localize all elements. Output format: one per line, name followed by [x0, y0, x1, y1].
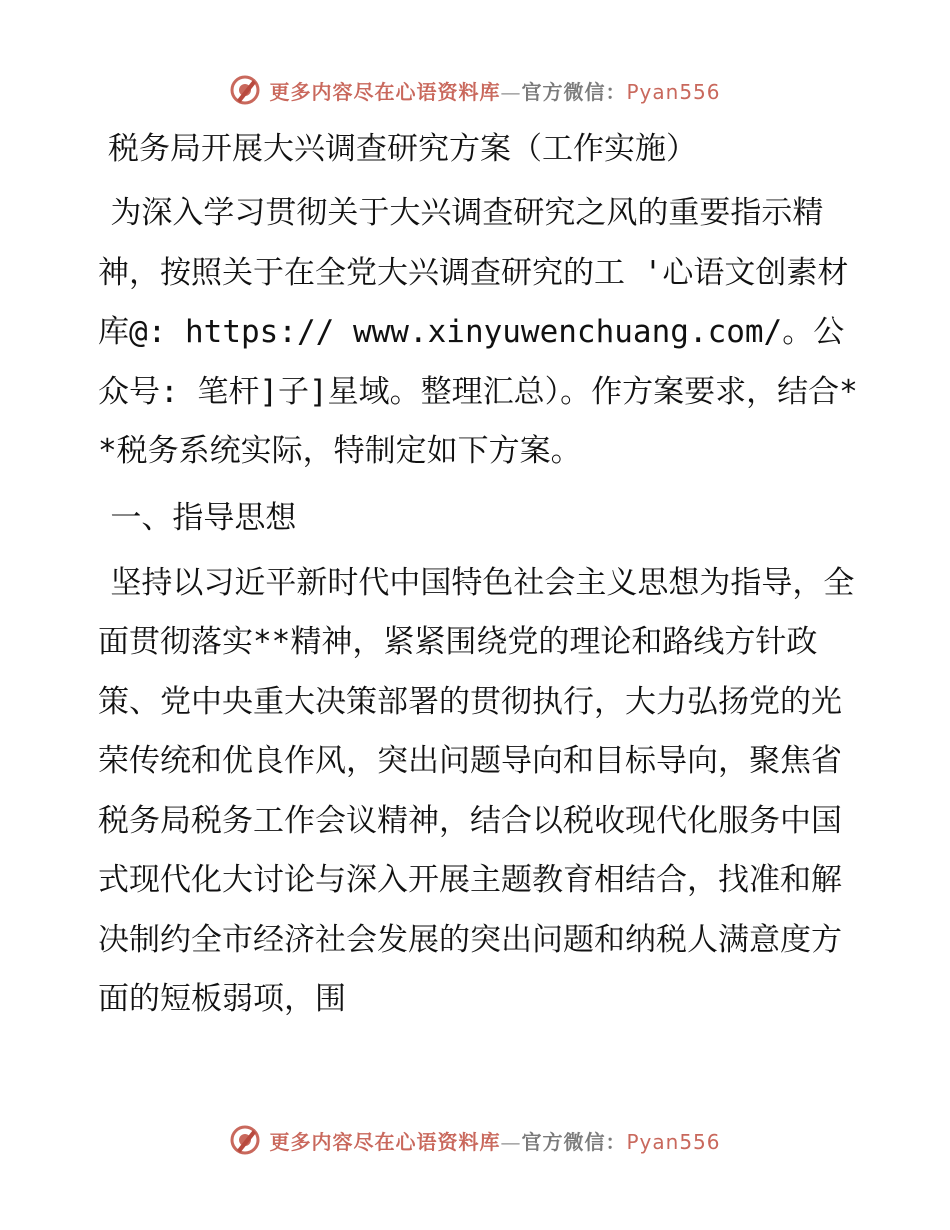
pen-circle-logo-icon [229, 74, 261, 106]
guiding-thought-paragraph: 坚持以习近平新时代中国特色社会主义思想为指导，全面贯彻落实**精神，紧紧围绕党的理论和路线方针政策、党中央重大决策部署的贯彻执行，大力弘扬党的光荣传统和优良作风，突出问题导向和目标导向，聚焦省税务局税务工作会议精神，结合以税收现代化服务中国式现代化大讨论与深入开展主题教育相结合，找准和解决制约全市经济社会发展的突出问题和纳税人满意度方面的短板弱项，围 [98, 564, 855, 1017]
header-watermark-banner [0, 70, 950, 110]
banner-text: 更多内容尽在心语资料库—官方微信：Pyan556 [269, 1129, 721, 1154]
banner-text: 更多内容尽在心语资料库—官方微信：Pyan556 [269, 79, 721, 104]
document-body [98, 124, 858, 1030]
intro-paragraph: 为深入学习贯彻关于大兴调查研究之风的重要指示精神，按照关于在全党大兴调查研究的工 '心语文创素材库@: https:// www.xinyuwenchuang.com/。公众号: 笔杆]子]星域。整理汇总）。作方案要求，结合**税务系统实际，特制定如下方案。 [98, 195, 858, 469]
pen-circle-logo-icon [229, 1124, 261, 1156]
footer-watermark-banner [0, 1120, 950, 1160]
section-heading: 一、指导思想 [110, 499, 297, 536]
document-title: 税务局开展大兴调查研究方案（工作实施） [108, 131, 697, 167]
